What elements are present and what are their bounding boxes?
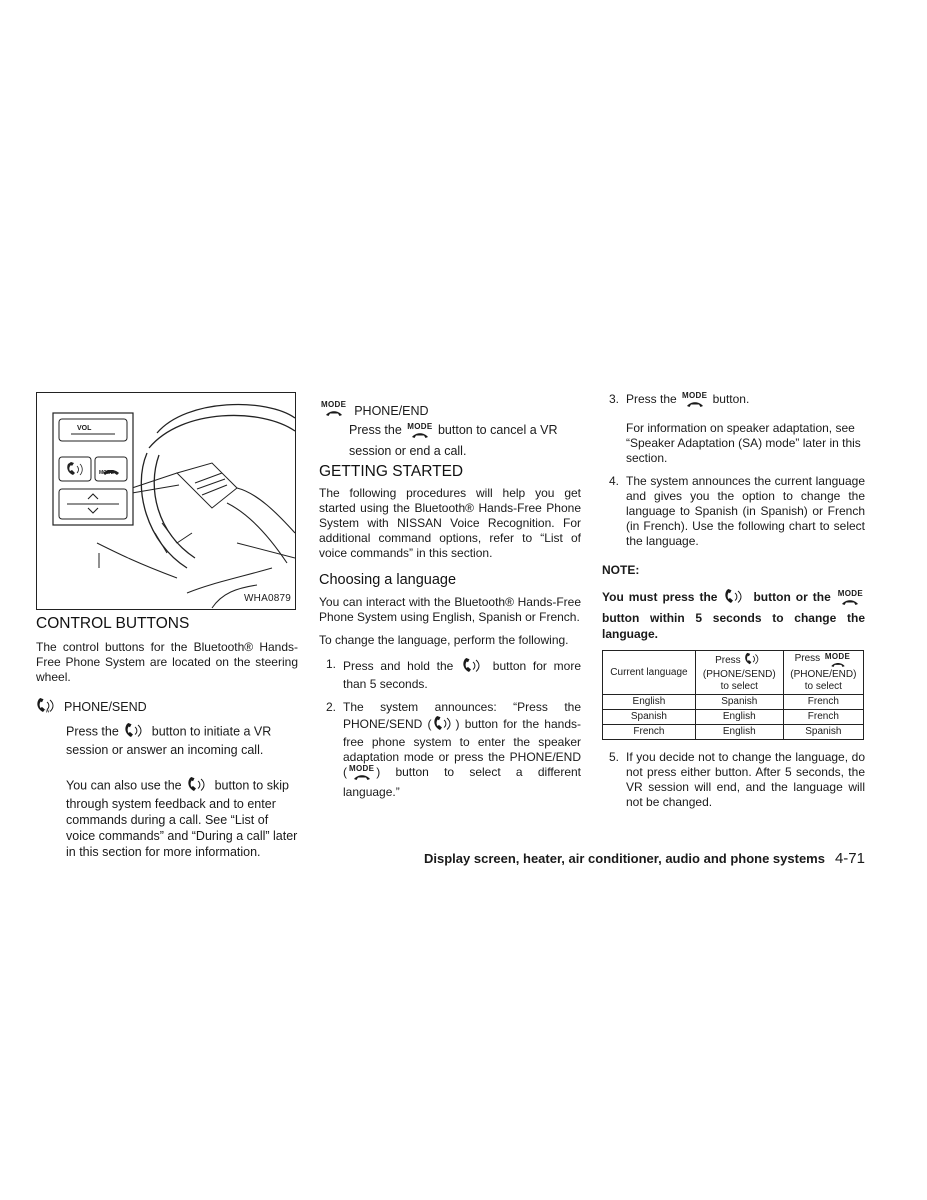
step-number: 4. <box>609 474 620 488</box>
phone-send-icon <box>722 588 748 608</box>
table-cell: English <box>695 725 783 740</box>
list-item <box>602 474 865 549</box>
step-3-c: For information on speaker adaptation, see “Speaker Adaptation (SA) mode” later in this section. <box>626 421 861 465</box>
phone-send-p1-a: Press the <box>66 724 119 739</box>
choosing-language-heading: Choosing a language <box>319 572 457 588</box>
steering-wheel-figure <box>36 392 296 610</box>
svg-text:w: w <box>45 708 50 713</box>
table-row <box>603 695 864 710</box>
table-cell: Spanish <box>783 725 863 740</box>
header-press: Press <box>794 652 821 664</box>
phone-end-p1 <box>349 422 581 459</box>
phone-end-icon <box>321 401 346 416</box>
table-cell: English <box>603 695 696 710</box>
phone-end-icon <box>838 590 863 605</box>
phone-end-title: PHONE/END <box>354 404 429 418</box>
phone-send-p1-b: button to initiate a VR session or answer an incoming call. <box>66 724 272 757</box>
column-1 <box>36 392 298 860</box>
page-number: 4-71 <box>834 850 865 867</box>
phone-send-p2-b: button to skip through system feedback and to enter commands during a call. See “List of voice commands” and “During a call” later in this section for more information. <box>66 778 298 859</box>
step-number: 2. <box>326 700 337 714</box>
mode-text: MODE <box>824 651 851 661</box>
column-2 <box>319 392 581 808</box>
header-phone-end-label: (PHONE/END) <box>790 668 857 680</box>
mode-text: MODE <box>682 391 708 400</box>
step-text <box>343 700 581 800</box>
header-to-select: to select <box>720 681 758 693</box>
step-3-b: button. <box>712 392 750 406</box>
phone-send-icon <box>122 722 148 742</box>
phone-end-icon <box>682 392 707 407</box>
header-phone-end <box>783 651 863 695</box>
getting-started-text: The following procedures will help you get started using the Bluetooth® Hands-Free Phone System with NISSAN Voice Recognition. For additional command options, refer to “List of voice commands” in this section. <box>319 486 581 560</box>
list-item <box>602 750 865 810</box>
vol-label: VOL <box>77 425 92 432</box>
choosing-language-p1: You can interact with the Bluetooth® Hands-Free Phone System using English, Spanish or French. <box>319 595 581 624</box>
phone-send-icon <box>460 657 486 677</box>
steps-list-1 <box>319 657 581 800</box>
table-cell: English <box>695 710 783 725</box>
choosing-language-p2: To change the language, perform the following. <box>319 633 569 647</box>
control-buttons-heading: CONTROL BUTTONS <box>36 615 190 632</box>
step-number: 3. <box>609 392 620 406</box>
language-table <box>602 650 864 740</box>
mode-text: MODE <box>321 400 347 409</box>
table-cell: French <box>783 695 863 710</box>
table-cell: French <box>783 710 863 725</box>
table-row <box>603 725 864 740</box>
phone-end-icon <box>349 765 374 780</box>
page-footer <box>300 850 865 867</box>
figure-code: WHA0879 <box>244 593 291 604</box>
list-item <box>319 700 581 800</box>
phone-send-icon <box>743 652 763 669</box>
phone-end-p1-a: Press the <box>349 423 402 437</box>
note-b: button or the <box>753 590 831 605</box>
note-a: You must press the <box>602 590 718 605</box>
header-to-select: to select <box>804 680 842 692</box>
footer-section-title: Display screen, heater, air conditioner, audio and phone systems <box>424 851 825 866</box>
column-3 <box>602 392 865 818</box>
mode-text: MODE <box>407 422 433 431</box>
header-current-language: Current language <box>603 651 696 695</box>
step-2-a: The system announces: “Press the PHONE/SEND ( <box>343 700 581 732</box>
mode-text: MODE <box>837 589 863 599</box>
phone-end-icon <box>407 423 432 438</box>
step-2-b: ) button for the hands-free phone system to enter the speaker adaptation mode or press the PHONE/END ( <box>343 717 581 779</box>
phone-send-icon <box>185 776 211 796</box>
phone-end-icon <box>825 653 850 667</box>
mode-label-small: MODE <box>99 470 114 476</box>
step-text <box>343 657 581 692</box>
step-1-a: Press and hold the <box>343 659 454 674</box>
step-3-a: Press the <box>626 392 677 406</box>
step-number: 5. <box>609 750 620 765</box>
phone-send-p2-a: You can also use the <box>66 778 182 793</box>
step-2-c: ) button to select a different language.” <box>343 765 581 799</box>
table-cell: Spanish <box>695 695 783 710</box>
step-text <box>626 392 865 466</box>
steps-list-3 <box>602 750 865 810</box>
phone-send-p1 <box>66 722 298 758</box>
control-buttons-intro: The control buttons for the Bluetooth® Hands-Free Phone System are located on the steering wheel. <box>36 640 298 684</box>
getting-started-heading: GETTING STARTED <box>319 463 464 480</box>
note-label: NOTE: <box>602 563 640 577</box>
table-row <box>603 710 864 725</box>
phone-send-heading <box>36 697 298 717</box>
phone-send-title: PHONE/SEND <box>64 699 147 714</box>
phone-send-icon <box>432 715 456 735</box>
phone-send-icon <box>36 697 58 717</box>
note-text <box>602 588 865 642</box>
step-text: The system announces the current language and gives you the option to change the language to Spanish (in Spanish) or French (in French). Use the following chart to select the language. <box>626 474 865 548</box>
steps-list-2 <box>602 392 865 549</box>
phone-end-p1-b: button to cancel a VR session or end a call. <box>349 423 558 458</box>
phone-end-heading <box>319 400 581 419</box>
table-header-row <box>603 651 864 695</box>
mode-text: MODE <box>349 764 375 773</box>
table-cell: French <box>603 725 696 740</box>
table-cell: Spanish <box>603 710 696 725</box>
steering-wheel-illustration <box>37 393 295 609</box>
step-1-b: button for more than 5 seconds. <box>343 659 581 691</box>
note-c: button within 5 seconds to change the language. <box>602 611 865 642</box>
list-item <box>319 657 581 692</box>
header-press: Press <box>715 655 741 667</box>
step-text: If you decide not to change the language, do not press either button. After 5 seconds, the VR session will end, and the language will not be changed. <box>626 750 865 810</box>
header-phone-send-label: (PHONE/SEND) <box>702 669 776 681</box>
step-number: 1. <box>326 657 337 671</box>
list-item <box>602 392 865 466</box>
phone-send-p2 <box>66 776 298 860</box>
header-phone-send <box>695 651 783 695</box>
